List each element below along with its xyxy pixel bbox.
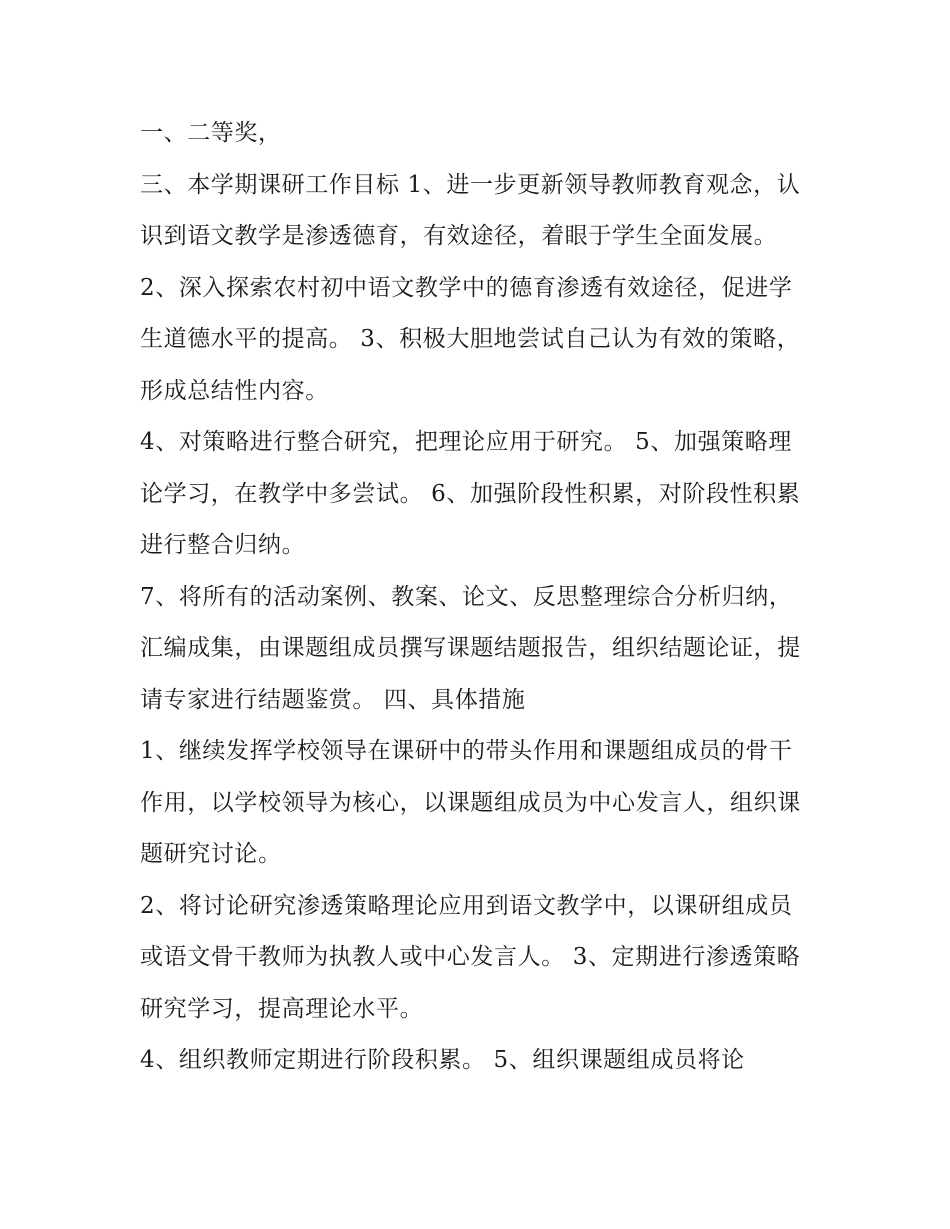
paragraph-goal-7: 7、将所有的活动案例、教案、论文、反思整理综合分析归纳，汇编成集，由课题组成员撰写课题结题报告，组织结题论证，提请专家进行结题鉴赏。 四、具体措施 bbox=[140, 583, 801, 713]
document-body bbox=[140, 108, 815, 1087]
paragraph-award: 一、二等奖， bbox=[140, 120, 282, 146]
paragraph-goal-4-6: 4、对策略进行整合研究，把理论应用于研究。 5、加强策略理论学习，在教学中多尝试。 6、加强阶段性积累，对阶段性积累进行整合归纳。 bbox=[140, 429, 801, 558]
paragraph-measure-4-5: 4、组织教师定期进行阶段积累。 5、组织课题组成员将论 bbox=[140, 1047, 745, 1073]
paragraph-goals: 三、本学期课研工作目标 1、进一步更新领导教师教育观念，认识到语文教学是渗透德育，有效途径，着眼于学生全面发展。 bbox=[140, 171, 801, 249]
paragraph-goal-2-3: 2、深入探索农村初中语文教学中的德育渗透有效途径，促进学生道德水平的提高。 3、积极大胆地尝试自己认为有效的策略，形成总结性内容。 bbox=[140, 274, 801, 404]
paragraph-measure-2-3: 2、将讨论研究渗透策略理论应用到语文教学中，以课研组成员或语文骨干教师为执教人或中心发言人。 3、定期进行渗透策略研究学习，提高理论水平。 bbox=[140, 892, 801, 1022]
paragraph-measure-1: 1、继续发挥学校领导在课研中的带头作用和课题组成员的骨干作用，以学校领导为核心，以课题组成员为中心发言人，组织课题研究讨论。 bbox=[140, 738, 801, 867]
